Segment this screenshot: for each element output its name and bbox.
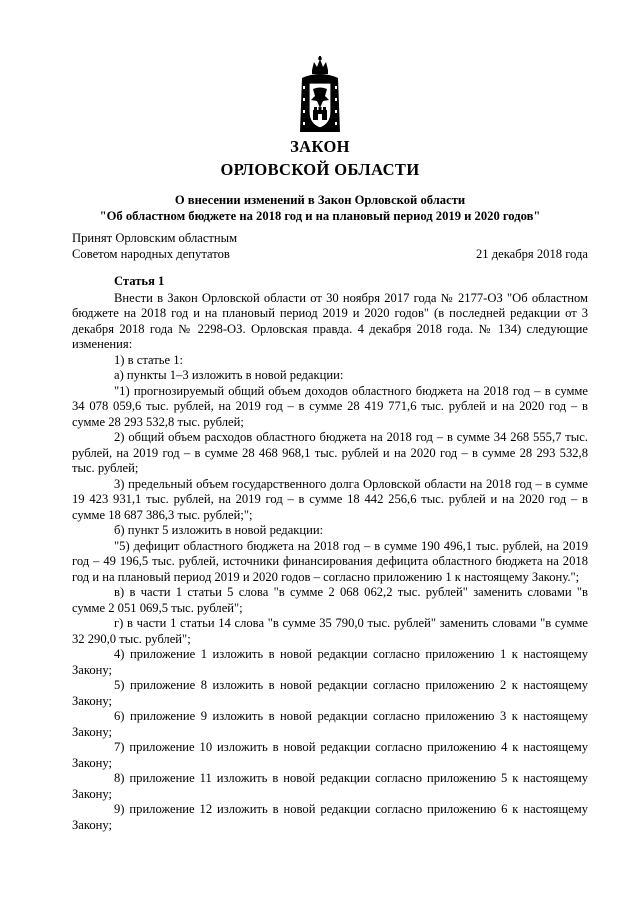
paragraph: 9) приложение 12 изложить в новой редакции согласно приложению 6 к настоящему Закону; bbox=[72, 802, 588, 832]
paragraph: "1) прогнозируемый общий объем доходов областного бюджета на 2018 год – в сумме 34 078 059,6 тыс. рублей, на 2019 год – в сумме 28 419 771,6 тыс. рублей и на 2020 год – в сумме 28 293 532,8 тыс. рублей; bbox=[72, 383, 588, 429]
paragraph: 7) приложение 10 изложить в новой редакции согласно приложению 4 к настоящему Закону; bbox=[72, 740, 588, 770]
paragraph: "5) дефицит областного бюджета на 2018 год – в сумме 190 496,1 тыс. рублей, на 2019 год – 49 196,5 тыс. рублей, источники финансирования дефицита областного бюджета на 2018 год и на плановый период 2019 и 2020 годов – согласно приложению 1 к настоящему Закону."; bbox=[72, 538, 588, 584]
adopted-line-1: Принят Орловским областным bbox=[72, 231, 238, 245]
region-title: ОРЛОВСКОЙ ОБЛАСТИ bbox=[220, 160, 420, 179]
article-heading: Статья 1 bbox=[114, 274, 165, 288]
paragraph: 6) приложение 9 изложить в новой редакции согласно приложению 3 к настоящему Закону; bbox=[72, 709, 588, 739]
paragraph: 3) предельный объем государственного долга Орловской области на 2018 год – в сумме 19 423 931,1 тыс. рублей, на 2019 год – в сумме 18 442 256,6 тыс. рублей и на 2020 год – в сумме 18 687 386,3 тыс. рублей;"; bbox=[72, 476, 588, 522]
paragraph: 4) приложение 1 изложить в новой редакции согласно приложению 1 к настоящему Закону; bbox=[72, 647, 588, 677]
paragraph: б) пункт 5 изложить в новой редакции: bbox=[114, 523, 324, 537]
paragraph: 1) в статье 1: bbox=[114, 352, 184, 367]
adopted-line-2: Советом народных депутатов bbox=[72, 247, 230, 261]
subtitle-line-2: "Об областном бюджете на 2018 год и на плановый период 2019 и 2020 годов" bbox=[99, 209, 541, 223]
subtitle-line-1: О внесении изменений в Закон Орловской области bbox=[174, 193, 466, 207]
adopted-by-block bbox=[72, 230, 237, 262]
paragraph: г) в части 1 статьи 14 слова "в сумме 35 790,0 тыс. рублей" заменить словами "в сумме 32 290,0 тыс. рублей"; bbox=[72, 616, 588, 646]
document-type-title: ЗАКОН bbox=[290, 137, 350, 156]
law-subtitle bbox=[60, 192, 580, 224]
paragraph: в) в части 1 статьи 5 слова "в сумме 2 068 062,2 тыс. рублей" заменить словами "в сумме 2 051 069,5 тыс. рублей"; bbox=[72, 585, 588, 615]
paragraph: а) пункты 1–3 изложить в новой редакции: bbox=[114, 368, 344, 382]
adoption-date: 21 декабря 2018 года bbox=[475, 247, 588, 261]
paragraph: 5) приложение 8 изложить в новой редакции согласно приложению 2 к настоящему Закону; bbox=[72, 678, 588, 708]
crown-icon bbox=[312, 56, 328, 74]
coat-of-arms-emblem bbox=[297, 56, 343, 134]
article-body bbox=[72, 274, 588, 833]
paragraph: Внести в Закон Орловской области от 30 ноября 2017 года № 2177-ОЗ "Об областном бюджете на 2018 год и на плановый период 2019 и 2020 годов" (в последней редакции от 3 декабря 2018 года № 2298-ОЗ. Орловская правда. 4 декабря 2018 года. № 134) следующие изменения: bbox=[72, 290, 588, 351]
paragraph: 2) общий объем расходов областного бюджета на 2018 год – в сумме 34 268 555,7 тыс. рублей, на 2019 год – в сумме 28 468 968,1 тыс. рублей и на 2020 год – в сумме 28 293 532,8 тыс. рублей; bbox=[72, 430, 588, 475]
paragraph: 8) приложение 11 изложить в новой редакции согласно приложению 5 к настоящему Закону; bbox=[72, 771, 588, 801]
